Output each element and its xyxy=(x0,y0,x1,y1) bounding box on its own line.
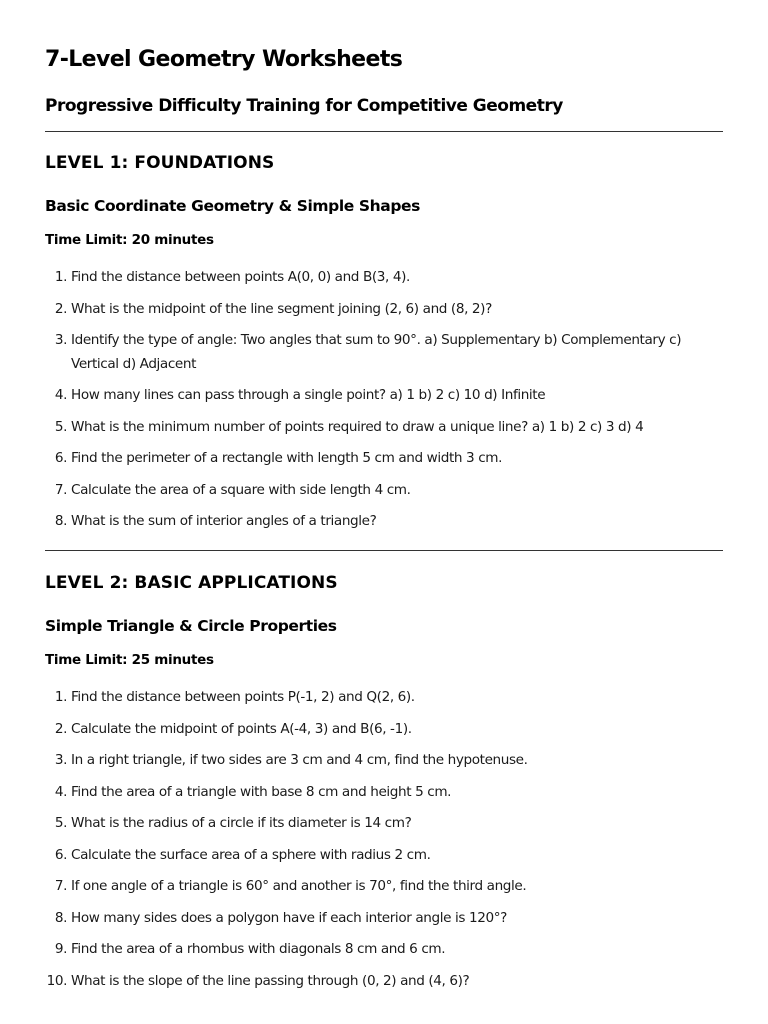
problem-number: 8. xyxy=(54,513,67,529)
problem-number: 6. xyxy=(54,450,67,466)
level-1-time-limit: Time Limit: 20 minutes xyxy=(45,232,214,248)
problem-text: In a right triangle, if two sides are 3 cm and 4 cm, find the hypotenuse. xyxy=(71,752,528,768)
problem-text: How many sides does a polygon have if each interior angle is 120°? xyxy=(71,909,507,926)
problem-number: 1. xyxy=(54,269,67,285)
problem-item xyxy=(45,686,723,710)
problem-item xyxy=(45,329,723,376)
divider xyxy=(45,131,723,132)
problem-text: Calculate the area of a square with side length 4 cm. xyxy=(71,481,411,498)
problem-number: 4. xyxy=(54,783,67,800)
problem-number: 3. xyxy=(54,752,67,768)
problem-text: Find the distance between points A(0, 0) and B(3, 4). xyxy=(71,269,410,285)
problem-item xyxy=(45,844,723,868)
problem-item xyxy=(45,812,723,836)
problem-item xyxy=(45,447,723,471)
problem-text: Find the area of a rhombus with diagonals 8 cm and 6 cm. xyxy=(71,941,446,957)
problem-number: 4. xyxy=(54,387,67,403)
problem-item xyxy=(45,298,723,322)
problem-number: 6. xyxy=(54,846,67,863)
problem-text: What is the midpoint of the line segment joining (2, 6) and (8, 2)? xyxy=(71,300,492,317)
problem-number: 1. xyxy=(54,689,67,705)
problem-number: 2. xyxy=(54,300,67,317)
problem-item xyxy=(45,384,723,408)
problem-text: How many lines can pass through a single point? a) 1 b) 2 c) 10 d) Infinite xyxy=(71,387,546,403)
level-1-heading: LEVEL 1: FOUNDATIONS xyxy=(45,153,275,173)
problem-number: 2. xyxy=(54,720,67,737)
problem-number: 5. xyxy=(54,418,67,435)
level-2-problem-list xyxy=(45,686,723,1001)
problem-number: 8. xyxy=(54,909,67,926)
problem-text: If one angle of a triangle is 60° and another is 70°, find the third angle. xyxy=(71,878,527,894)
problem-number: 7. xyxy=(54,878,67,894)
problem-item xyxy=(45,479,723,503)
problem-item xyxy=(45,938,723,962)
problem-number: 9. xyxy=(54,941,67,957)
problem-item xyxy=(45,718,723,742)
problem-item xyxy=(45,875,723,899)
problem-item xyxy=(45,416,723,440)
problem-number: 10. xyxy=(46,972,67,989)
document-subtitle: Progressive Difficulty Training for Competitive Geometry xyxy=(45,96,563,116)
level-2-time-limit: Time Limit: 25 minutes xyxy=(45,652,214,668)
problem-item xyxy=(45,510,723,534)
level-1-subtitle: Basic Coordinate Geometry & Simple Shapes xyxy=(45,197,420,215)
problem-item xyxy=(45,781,723,805)
problem-text: What is the sum of interior angles of a triangle? xyxy=(71,513,377,529)
worksheet-page xyxy=(45,0,723,1024)
problem-text: Find the perimeter of a rectangle with length 5 cm and width 3 cm. xyxy=(71,450,503,466)
problem-text: Identify the type of angle: Two angles that sum to 90°. a) Supplementary b) Complementary c) Vertical d) Adjacent xyxy=(71,332,682,372)
problem-item xyxy=(45,907,723,931)
problem-item xyxy=(45,970,723,994)
problem-text: Find the distance between points P(-1, 2) and Q(2, 6). xyxy=(71,689,415,705)
level-2-subtitle: Simple Triangle & Circle Properties xyxy=(45,617,337,635)
problem-text: What is the minimum number of points required to draw a unique line? a) 1 b) 2 c) 3 d) 4 xyxy=(71,418,644,435)
level-1-problem-list xyxy=(45,266,723,542)
problem-text: Find the area of a triangle with base 8 cm and height 5 cm. xyxy=(71,783,452,800)
document-title: 7-Level Geometry Worksheets xyxy=(45,47,403,72)
problem-number: 3. xyxy=(54,332,67,348)
problem-number: 7. xyxy=(54,481,67,498)
problem-item xyxy=(45,266,723,290)
problem-text: What is the slope of the line passing through (0, 2) and (4, 6)? xyxy=(71,972,470,989)
problem-text: Calculate the midpoint of points A(-4, 3) and B(6, -1). xyxy=(71,720,412,737)
level-2-heading: LEVEL 2: BASIC APPLICATIONS xyxy=(45,573,338,593)
problem-text: What is the radius of a circle if its diameter is 14 cm? xyxy=(71,815,412,831)
problem-number: 5. xyxy=(54,815,67,831)
problem-text: Calculate the surface area of a sphere with radius 2 cm. xyxy=(71,846,431,863)
problem-item xyxy=(45,749,723,773)
divider xyxy=(45,550,723,551)
